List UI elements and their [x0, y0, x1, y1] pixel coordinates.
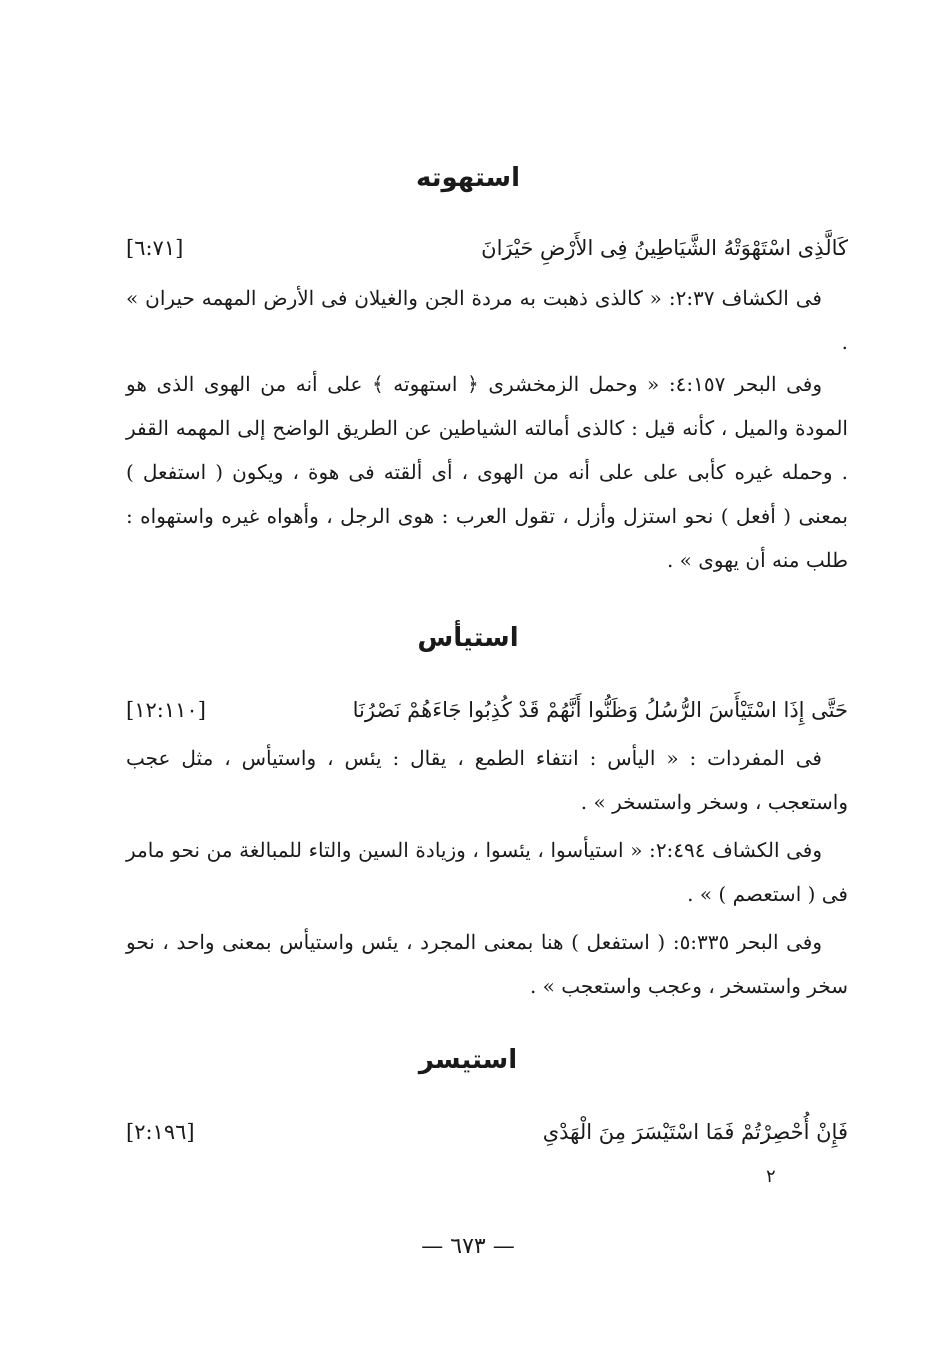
commentary-paragraph: وفى الكشاف ٢:٤٩٤: « استيأسوا ، يئسوا ، وزيادة السين والتاء للمبالغة من نحو مامر فى ( استعصم ) » .: [126, 838, 848, 906]
page-number: — ٦٧٣ —: [421, 1234, 515, 1259]
verse-text: حَتَّى إِذَا اسْتَيْأَسَ الرُّسُلُ وَظَنُّوا أَنَّهُمْ قَدْ كُذِبُوا جَاءَهُمْ نَصْرُنَا: [352, 698, 848, 722]
verse-text: فَإِنْ أُحْصِرْتُمْ فَمَا اسْتَيْسَرَ مِنَ الْهَدْىِ: [542, 1120, 848, 1144]
section-heading: استيسر: [418, 1045, 518, 1075]
commentary-paragraph: وفى البحر ٥:٣٣٥: ( استفعل ) هنا بمعنى المجرد ، يئس واستيأس بمعنى واحد ، نحو سخر واستسخر ، وعجب واستعجب » .: [126, 930, 848, 998]
quran-verse: [126, 690, 848, 730]
verse-reference: [٦:٧١]: [126, 236, 184, 260]
section-heading: استهوته: [415, 163, 521, 193]
verse-text: كَالَّذِى اسْتَهْوَتْهُ الشَّيَاطِينُ فِى الأَرْضِ حَيْرَانَ: [481, 236, 848, 260]
footnote-mark: ٢: [766, 1166, 776, 1187]
verse-reference: [١٢:١١٠]: [126, 698, 206, 722]
quran-verse: [126, 1112, 848, 1152]
commentary-paragraph: وفى البحر ٤:١٥٧: « وحمل الزمخشرى ﴿ استهوته ﴾ على أنه من الهوى الذى هو المودة والميل ، كأنه قيل : كالذى أمالته الشياطين عن الطريق الواضح إلى المهمه القفر . وحمله غيره كأبى على على أنه من الهوى ، أى ألقته فى هوة ، ويكون ( استفعل ) بمعنى ( أفعل ) نحو استزل وأزل ، تقول العرب : هوى الرجل ، وأهواه غيره واستهواه : طلب منه أن يهوى » .: [126, 372, 848, 572]
verse-reference: [٢:١٩٦]: [126, 1120, 195, 1144]
commentary-paragraph: فى المفردات : « اليأس : انتفاء الطمع ، يقال : يئس ، واستيأس ، مثل عجب واستعجب ، وسخر واستسخر » .: [126, 746, 848, 814]
quran-verse: [126, 228, 848, 268]
section-heading: استيأس: [417, 623, 519, 653]
commentary-paragraph: فى الكشاف ٢:٣٧: « كالذى ذهبت به مردة الجن والغيلان فى الأرض المهمه حيران » .: [126, 286, 848, 354]
